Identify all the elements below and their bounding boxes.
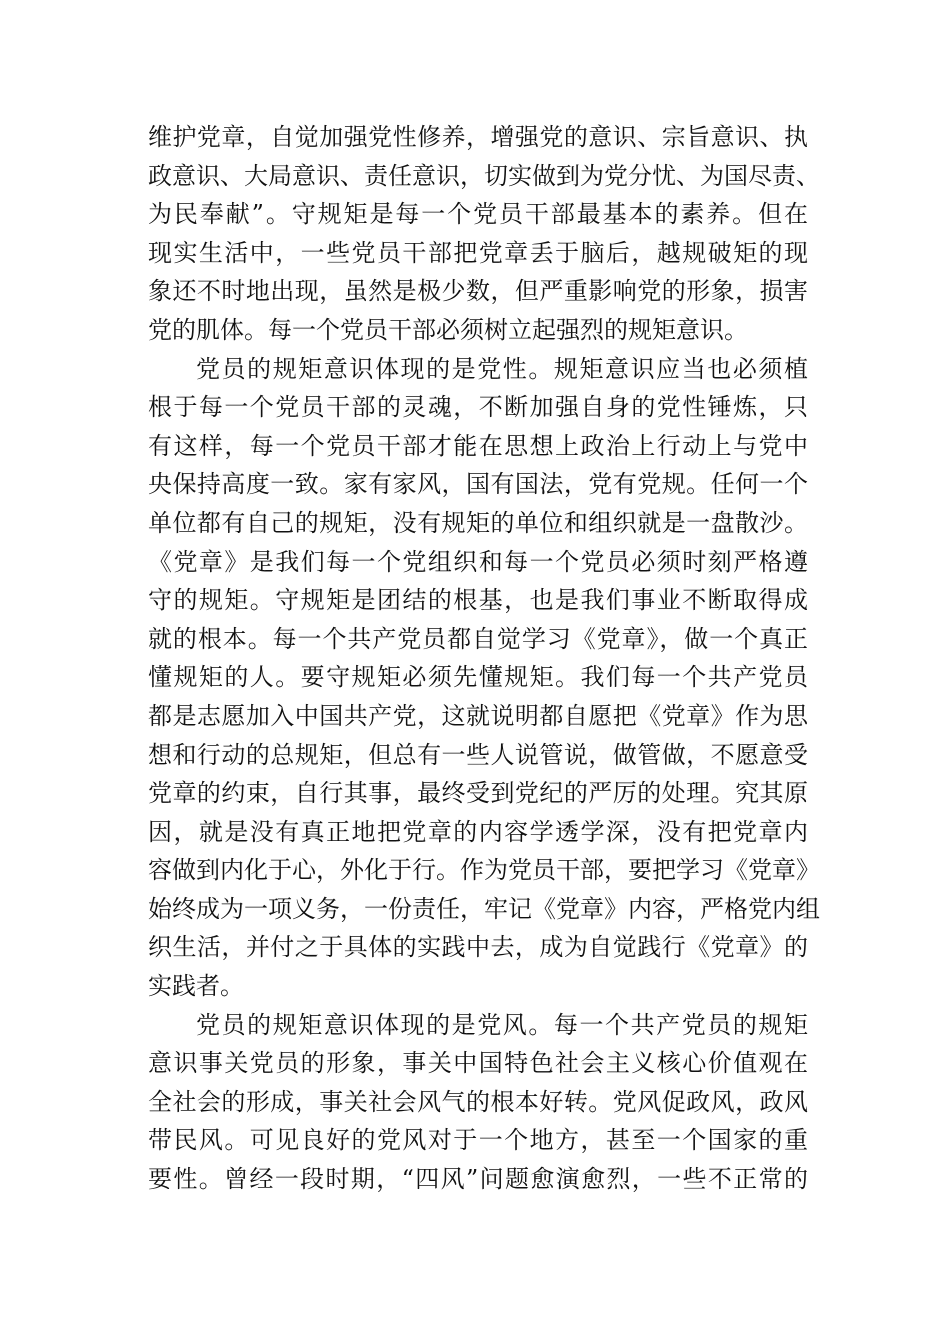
paragraph-first-line: 党员的规矩意识体现的是党性。规矩意识应当也必须植 xyxy=(196,354,808,383)
text-line: 容做到内化于心，外化于行。作为党员干部，要把学习《党章》 xyxy=(148,856,820,885)
text-line: 根于每一个党员干部的灵魂，不断加强自身的党性锤炼，只 xyxy=(148,393,808,422)
text-line: 织生活，并付之于具体的实践中去，成为自觉践行《党章》的 xyxy=(148,933,808,962)
text-line: 央保持高度一致。家有家风，国有国法，党有党规。任何一个 xyxy=(148,470,808,499)
text-line: 为民奉献”。守规矩是每一个党员干部最基本的素养。但在 xyxy=(148,200,808,229)
text-line: 《党章》是我们每一个党组织和每一个党员必须时刻严格遵 xyxy=(148,547,808,576)
paragraph-first-line: 党员的规矩意识体现的是党风。每一个共产党员的规矩 xyxy=(196,1010,808,1039)
text-line: 因，就是没有真正地把党章的内容学透学深，没有把党章内 xyxy=(148,817,808,846)
text-line: 带民风。可见良好的党风对于一个地方，甚至一个国家的重 xyxy=(148,1126,808,1155)
text-line: 就的根本。每一个共产党员都自觉学习《党章》，做一个真正 xyxy=(148,624,808,653)
text-line: 始终成为一项义务，一份责任，牢记《党章》内容，严格党内组 xyxy=(148,894,820,923)
text-line: 党的肌体。每一个党员干部必须树立起强烈的规矩意识。 xyxy=(148,315,748,344)
text-line: 实践者。 xyxy=(148,972,244,1001)
text-line: 现实生活中，一些党员干部把党章丢于脑后，越规破矩的现 xyxy=(148,238,808,267)
text-line: 意识事关党员的形象，事关中国特色社会主义核心价值观在 xyxy=(148,1049,808,1078)
text-line: 维护党章，自觉加强党性修养，增强党的意识、宗旨意识、执 xyxy=(148,123,808,151)
text-line: 懂规矩的人。要守规矩必须先懂规矩。我们每一个共产党员 xyxy=(148,663,808,692)
text-line: 要性。曾经一段时期，“四风”问题愈演愈烈，一些不正常的 xyxy=(148,1165,808,1194)
text-line: 象还不时地出现，虽然是极少数，但严重影响党的形象，损害 xyxy=(148,277,808,306)
text-line: 全社会的形成，事关社会风气的根本好转。党风促政风，政风 xyxy=(148,1087,808,1116)
text-line: 守的规矩。守规矩是团结的根基，也是我们事业不断取得成 xyxy=(148,586,808,615)
text-line: 单位都有自己的规矩，没有规矩的单位和组织就是一盘散沙。 xyxy=(148,508,808,537)
text-line: 有这样，每一个党员干部才能在思想上政治上行动上与党中 xyxy=(148,431,808,460)
text-line: 政意识、大局意识、责任意识，切实做到为党分忧、为国尽责、 xyxy=(148,161,820,190)
document-body-text xyxy=(148,118,820,1199)
text-line: 想和行动的总规矩，但总有一些人说管说，做管做，不愿意受 xyxy=(148,740,808,769)
text-line: 都是志愿加入中国共产党，这就说明都自愿把《党章》作为思 xyxy=(148,701,808,730)
text-line: 党章的约束，自行其事，最终受到党纪的严厉的处理。究其原 xyxy=(148,779,808,808)
